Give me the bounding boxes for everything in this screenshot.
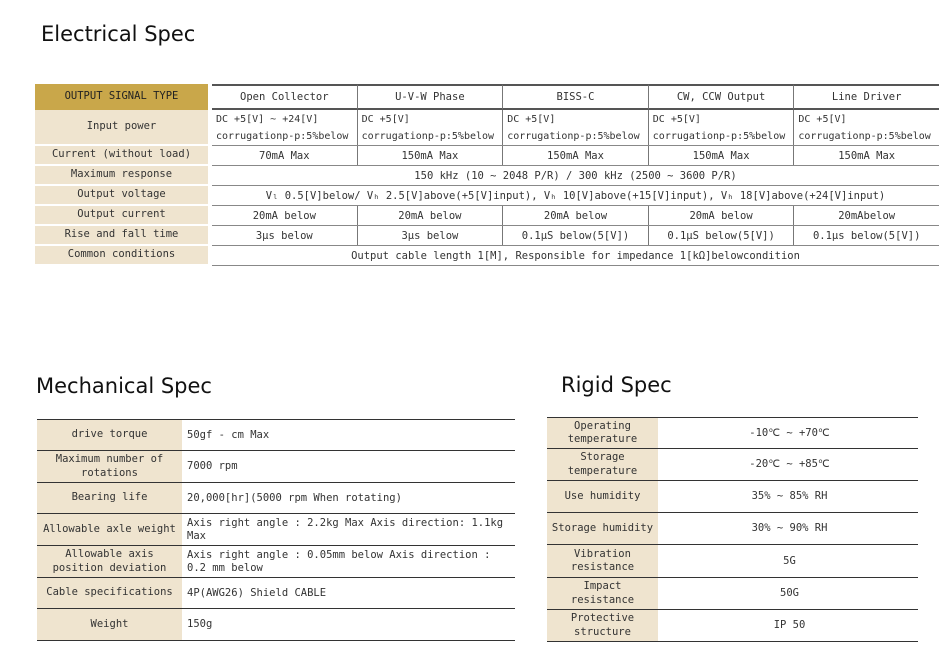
row-label: Bearing life (37, 483, 185, 513)
row-label: Storage temperature (547, 449, 661, 480)
rigid-row (547, 512, 918, 544)
row-label: Maximum response (35, 166, 208, 186)
mechanical-row (37, 513, 515, 545)
row-value: -20℃ ~ +85℃ (749, 458, 830, 471)
row-value: 20,000[hr](5000 rpm When rotating) (187, 491, 402, 504)
row-value-line: DC +5[V] ~ +24[V] (216, 113, 319, 125)
row-value: 20mA below (212, 206, 358, 225)
row-cells (212, 206, 939, 226)
row-cells (212, 226, 939, 246)
rigid-spec-table (547, 417, 918, 642)
row-value: Axis right angle : 2.2kg Max Axis direction: 1.1kg Max (187, 516, 504, 542)
row-value: 30% ~ 90% RH (751, 522, 828, 535)
mechanical-row (37, 482, 515, 513)
electrical-row (35, 206, 939, 226)
rigid-row (547, 448, 918, 480)
row-value: Vₗ 0.5[V]below/ Vₕ 2.5[V]above(+5[V]input), Vₕ 10[V]above(+15[V]input), Vₕ 18[V]above(+24[V]input) (265, 189, 886, 202)
row-value: 3μs below (358, 226, 504, 245)
rigid-row (547, 417, 918, 448)
output-signal-type-label: OUTPUT SIGNAL TYPE (35, 84, 208, 110)
row-label: Weight (37, 609, 185, 640)
row-value (358, 110, 504, 145)
row-value-line: corrugationp-p:5%below (507, 130, 640, 142)
row-cells (212, 246, 939, 266)
electrical-row (35, 110, 939, 146)
row-value-line: corrugationp-p:5%below (216, 130, 349, 142)
row-label: Protective structure (547, 610, 661, 641)
row-value: 4P(AWG26) Shield CABLE (187, 586, 327, 599)
row-value: 20mA below (649, 206, 795, 225)
row-value-line: DC +5[V] (361, 113, 410, 125)
row-value-line: DC +5[V] (507, 113, 556, 125)
electrical-row (35, 146, 939, 166)
row-value (649, 110, 795, 145)
row-value: 0.1μS below(5[V]) (503, 226, 649, 245)
row-label: Current (without load) (35, 146, 208, 166)
row-value: 0.1μS below(5[V]) (649, 226, 795, 245)
electrical-spec-table (35, 84, 939, 266)
row-label: Output current (35, 206, 208, 226)
row-cells (212, 186, 939, 206)
row-label: Vibration resistance (547, 545, 661, 577)
row-value: 5G (783, 554, 796, 567)
row-value-line: DC +5[V] (652, 113, 701, 125)
row-label: Input power (35, 110, 208, 146)
row-cells (212, 146, 939, 166)
row-value: 50G (780, 587, 799, 600)
row-value-line: corrugationp-p:5%below (798, 130, 931, 142)
mechanical-row (37, 577, 515, 608)
column-header: Line Driver (794, 84, 939, 110)
output-signal-type-columns (212, 84, 939, 110)
row-value: -10℃ ~ +70℃ (749, 426, 830, 439)
row-value: 150 kHz (10 ~ 2048 P/R) / 300 kHz (2500 ~ 3600 P/R) (414, 169, 737, 182)
row-value: 150mA Max (838, 149, 896, 162)
row-value: 7000 rpm (187, 460, 238, 473)
row-cells (212, 166, 939, 186)
column-header: BISS-C (503, 84, 649, 110)
row-value: IP 50 (773, 619, 806, 632)
mechanical-row (37, 450, 515, 482)
row-value (503, 110, 649, 145)
rigid-row (547, 609, 918, 642)
row-value: 50gf - cm Max (187, 428, 270, 441)
mechanical-spec-table (37, 419, 515, 641)
electrical-spec-title: Electrical Spec (41, 22, 196, 46)
mechanical-row (37, 608, 515, 641)
electrical-row (35, 166, 939, 186)
rigid-row (547, 480, 918, 512)
row-value: 70mA Max (212, 146, 358, 165)
row-value: 150mA Max (503, 146, 649, 165)
row-value: 150mA Max (358, 146, 504, 165)
row-value: 20mA below (358, 206, 504, 225)
row-value: 20mA below (503, 206, 649, 225)
row-label: Impact resistance (547, 578, 661, 609)
row-value-line: corrugationp-p:5%below (652, 130, 786, 142)
row-value: Axis right angle : 0.05mm below Axis direction : 0.2 mm below (187, 548, 491, 574)
mechanical-row (37, 545, 515, 577)
row-value: 0.1μs below(5[V]) (812, 229, 921, 242)
electrical-header-row (35, 84, 939, 110)
row-label: Storage humidity (547, 513, 661, 544)
mechanical-spec-title: Mechanical Spec (36, 374, 212, 398)
rigid-row (547, 577, 918, 609)
electrical-row (35, 246, 939, 266)
row-value: Output cable length 1[M], Responsible for impedance 1[kΩ]belowcondition (351, 249, 800, 262)
row-label: Allowable axle weight (37, 514, 185, 545)
row-label: Use humidity (547, 481, 661, 512)
row-value-line: corrugationp-p:5%below (361, 130, 495, 142)
row-label: Allowable axis position deviation (37, 546, 185, 577)
column-header: Open Collector (212, 84, 358, 110)
row-value (212, 110, 358, 145)
electrical-row (35, 186, 939, 206)
column-header: U-V-W Phase (358, 84, 504, 110)
row-label: Rise and fall time (35, 226, 208, 246)
row-label: Output voltage (35, 186, 208, 206)
row-label: Maximum number of rotations (37, 451, 185, 482)
row-value (794, 110, 939, 145)
row-value: 150g (187, 618, 213, 631)
row-cells (212, 110, 939, 146)
row-value: 20mAbelow (838, 209, 896, 222)
row-value: 150mA Max (649, 146, 795, 165)
mechanical-row (37, 419, 515, 450)
rigid-spec-title: Rigid Spec (561, 373, 672, 397)
row-label: drive torque (37, 420, 185, 450)
row-value: 35% ~ 85% RH (751, 490, 828, 503)
row-label: Common conditions (35, 246, 208, 266)
row-label: Operating temperature (547, 418, 661, 448)
electrical-row (35, 226, 939, 246)
rigid-row (547, 544, 918, 577)
row-label: Cable specifications (37, 578, 185, 608)
row-value: 3μs below (212, 226, 358, 245)
row-value-line: DC +5[V] (798, 113, 847, 125)
column-header: CW, CCW Output (649, 84, 795, 110)
